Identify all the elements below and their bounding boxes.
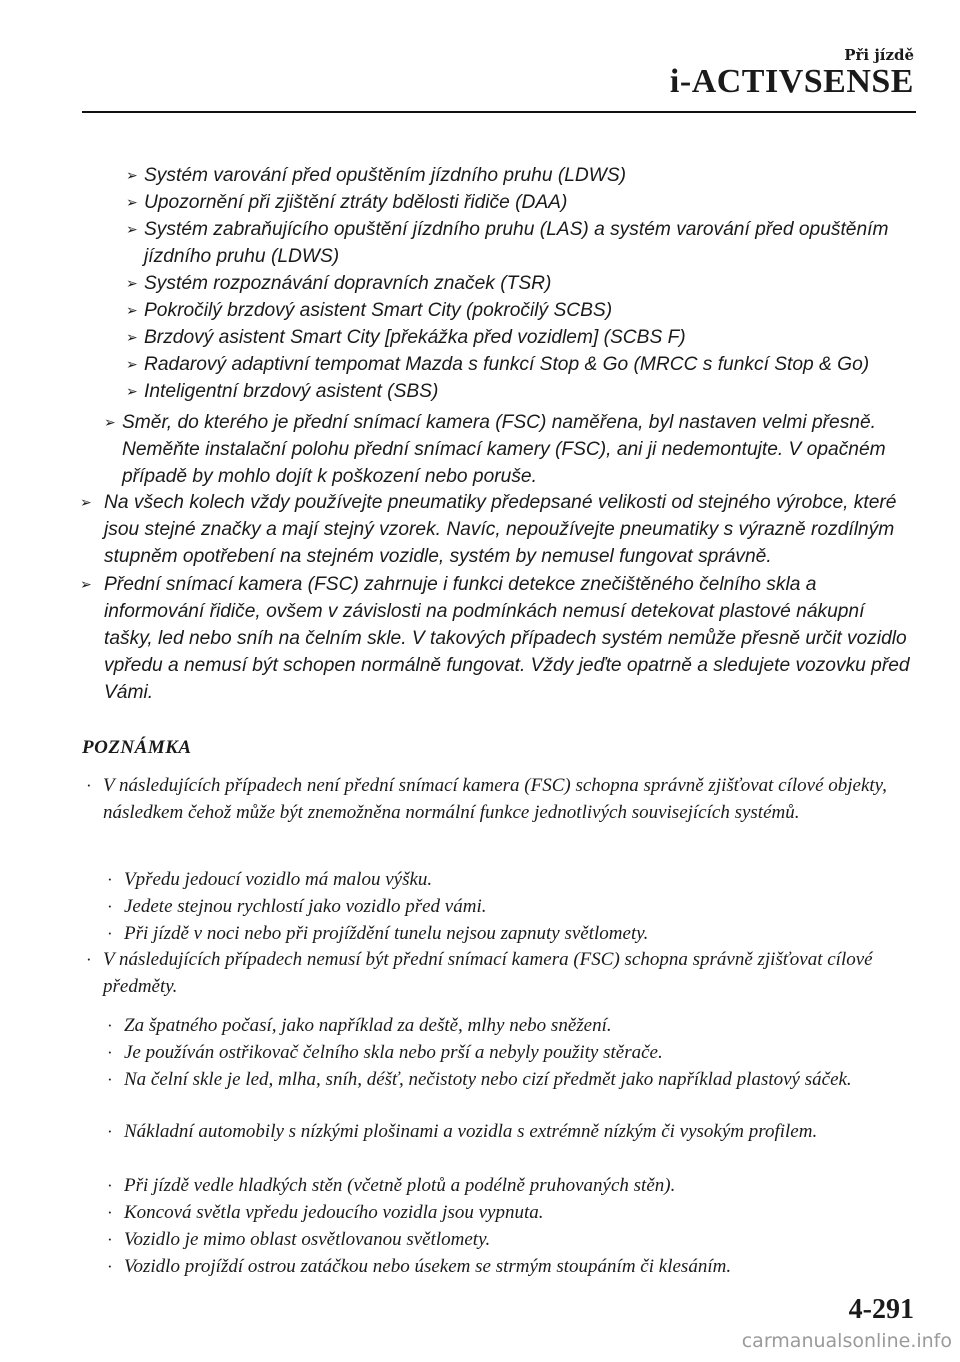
dot-bullet-icon: · — [107, 1122, 113, 1141]
page-number: 4-291 — [848, 1294, 914, 1325]
list-item-text: Brzdový asistent Smart City [překážka před vozidlem] (SCBS F) — [144, 327, 686, 348]
dot-bullet-icon: · — [107, 1070, 113, 1089]
dot-bullet-icon: · — [107, 1176, 113, 1195]
list-item — [126, 270, 916, 297]
note-subbullet — [107, 1039, 890, 1066]
dot-bullet-icon: · — [107, 1203, 113, 1222]
arrow-bullet-icon: ➢ — [80, 495, 92, 511]
dot-bullet-icon: · — [107, 1257, 113, 1276]
note-subbullet-text: Vozidlo je mimo oblast osvětlovanou světlomety. — [124, 1229, 491, 1250]
note-subbullet-text: Při jízdě v noci nebo při projíždění tunelu nejsou zapnuty světlomety. — [124, 923, 649, 944]
note-subbullet-text: Koncová světla vpředu jedoucího vozidla jsou vypnuta. — [124, 1202, 544, 1223]
note-bullet-text: V následujících případech nemusí být přední snímací kamera (FSC) schopna správně zjišťovat cílové předměty. — [103, 949, 873, 997]
list-item — [126, 297, 916, 324]
note-subbullet — [107, 1226, 890, 1253]
note-subbullet — [107, 1253, 890, 1280]
dot-bullet-icon: · — [107, 1043, 113, 1062]
list-item — [80, 489, 916, 570]
page-title: i-ACTIVSENSE — [669, 63, 914, 100]
note-subbullet-text: Při jízdě vedle hladkých stěn (včetně plotů a podélně pruhovaných stěn). — [124, 1175, 676, 1196]
list-item — [126, 351, 916, 378]
note-subbullet — [107, 1012, 890, 1039]
list-item — [126, 216, 916, 270]
arrow-bullet-icon: ➢ — [126, 384, 138, 400]
list-item — [80, 571, 916, 706]
list-item-text: Systém rozpoznávání dopravních značek (TSR) — [144, 273, 552, 294]
list-item-text: Přední snímací kamera (FSC) zahrnuje i funkci detekce znečištěného čelního skla a informování řidiče, ovšem v závislosti na podmínkách nemusí detekovat plastové nákupní tašky, led nebo sníh na čelním skle. V takových případech systém nemůže přesně určit vozidlo vpředu a nemusí být schopen normálně fungovat. Vždy jeďte opatrně a sledujete vozovku před Vámi. — [104, 574, 910, 703]
dot-bullet-icon: · — [107, 924, 113, 943]
note-subbullet-text: Vozidlo projíždí ostrou zatáčkou nebo úsekem se strmým stoupáním či klesáním. — [124, 1256, 732, 1277]
list-item — [126, 162, 916, 189]
note-bullet — [86, 946, 890, 1000]
arrow-bullet-icon: ➢ — [126, 357, 138, 373]
note-subbullet — [107, 1172, 890, 1199]
note-subbullet-text: Je používán ostřikovač čelního skla nebo prší a nebyly použity stěrače. — [124, 1042, 663, 1063]
note-subbullet — [107, 920, 890, 947]
arrow-bullet-icon: ➢ — [126, 168, 138, 184]
dot-bullet-icon: · — [107, 1016, 113, 1035]
note-subbullet — [107, 1066, 890, 1093]
list-item — [126, 189, 916, 216]
list-item-text: Systém zabraňujícího opuštění jízdního pruhu (LAS) a systém varování před opuštěním jízdního pruhu (LDWS) — [144, 219, 889, 267]
note-subbullet — [107, 866, 890, 893]
watermark: carmanualsonline.info — [741, 1330, 952, 1352]
list-item-text: Radarový adaptivní tempomat Mazda s funkcí Stop & Go (MRCC s funkcí Stop & Go) — [144, 354, 870, 375]
note-subbullet-text: Jedete stejnou rychlostí jako vozidlo před vámi. — [124, 896, 487, 917]
arrow-bullet-icon: ➢ — [126, 195, 138, 211]
arrow-bullet-icon: ➢ — [126, 276, 138, 292]
list-item — [126, 324, 916, 351]
section-label: Při jízdě — [844, 46, 914, 64]
arrow-bullet-icon: ➢ — [126, 222, 138, 238]
dot-bullet-icon: · — [107, 1230, 113, 1249]
dot-bullet-icon: · — [107, 870, 113, 889]
dot-bullet-icon: · — [86, 776, 92, 795]
arrow-bullet-icon: ➢ — [80, 577, 92, 593]
list-item-text: Pokročilý brzdový asistent Smart City (pokročilý SCBS) — [144, 300, 613, 321]
note-bullet-text: V následujících případech není přední snímací kamera (FSC) schopna správně zjišťovat cílové objekty, následkem čehož může být znemožněna normální funkce jednotlivých souvisejících systémů. — [103, 775, 887, 823]
note-subbullet-text: Za špatného počasí, jako například za deště, mlhy nebo sněžení. — [124, 1015, 612, 1036]
arrow-bullet-icon: ➢ — [126, 330, 138, 346]
note-subbullet-text: Nákladní automobily s nízkými plošinami a vozidla s extrémně nízkým či vysokým profilem. — [124, 1121, 818, 1142]
note-subbullet-text: Na čelní skle je led, mlha, sníh, déšť, nečistoty nebo cizí předmět jako například plastový sáček. — [124, 1069, 852, 1090]
list-item-text: Na všech kolech vždy používejte pneumatiky předepsané velikosti od stejného výrobce, které jsou stejné značky a mají stejný vzorek. Navíc, nepoužívejte pneumatiky s výrazně rozdílným stupněm opotřebení na stejném vozidle, systém by nemusel fungovat správně. — [104, 492, 897, 567]
arrow-bullet-icon: ➢ — [104, 415, 116, 431]
note-subbullet — [107, 1199, 890, 1226]
list-item-text: Upozornění při zjištění ztráty bdělosti řidiče (DAA) — [144, 192, 568, 213]
dot-bullet-icon: · — [86, 950, 92, 969]
list-item-text: Systém varování před opuštěním jízdního pruhu (LDWS) — [144, 165, 627, 186]
dot-bullet-icon: · — [107, 897, 113, 916]
note-bullet — [86, 772, 890, 826]
note-subbullet — [107, 893, 890, 920]
list-item — [104, 409, 916, 490]
list-item-text: Inteligentní brzdový asistent (SBS) — [144, 381, 439, 402]
note-heading: POZNÁMKA — [82, 737, 192, 758]
note-subbullet — [107, 1118, 890, 1145]
list-item-text: Směr, do kterého je přední snímací kamera (FSC) naměřena, byl nastaven velmi přesně. Neměňte instalační polohu přední snímací kamery (FSC), ani ji nedemontujte. V opačném případě by mohlo dojít k poškození nebo poruše. — [122, 412, 886, 487]
header-divider — [82, 111, 916, 113]
list-item — [126, 378, 916, 405]
arrow-bullet-icon: ➢ — [126, 303, 138, 319]
note-subbullet-text: Vpředu jedoucí vozidlo má malou výšku. — [124, 869, 433, 890]
